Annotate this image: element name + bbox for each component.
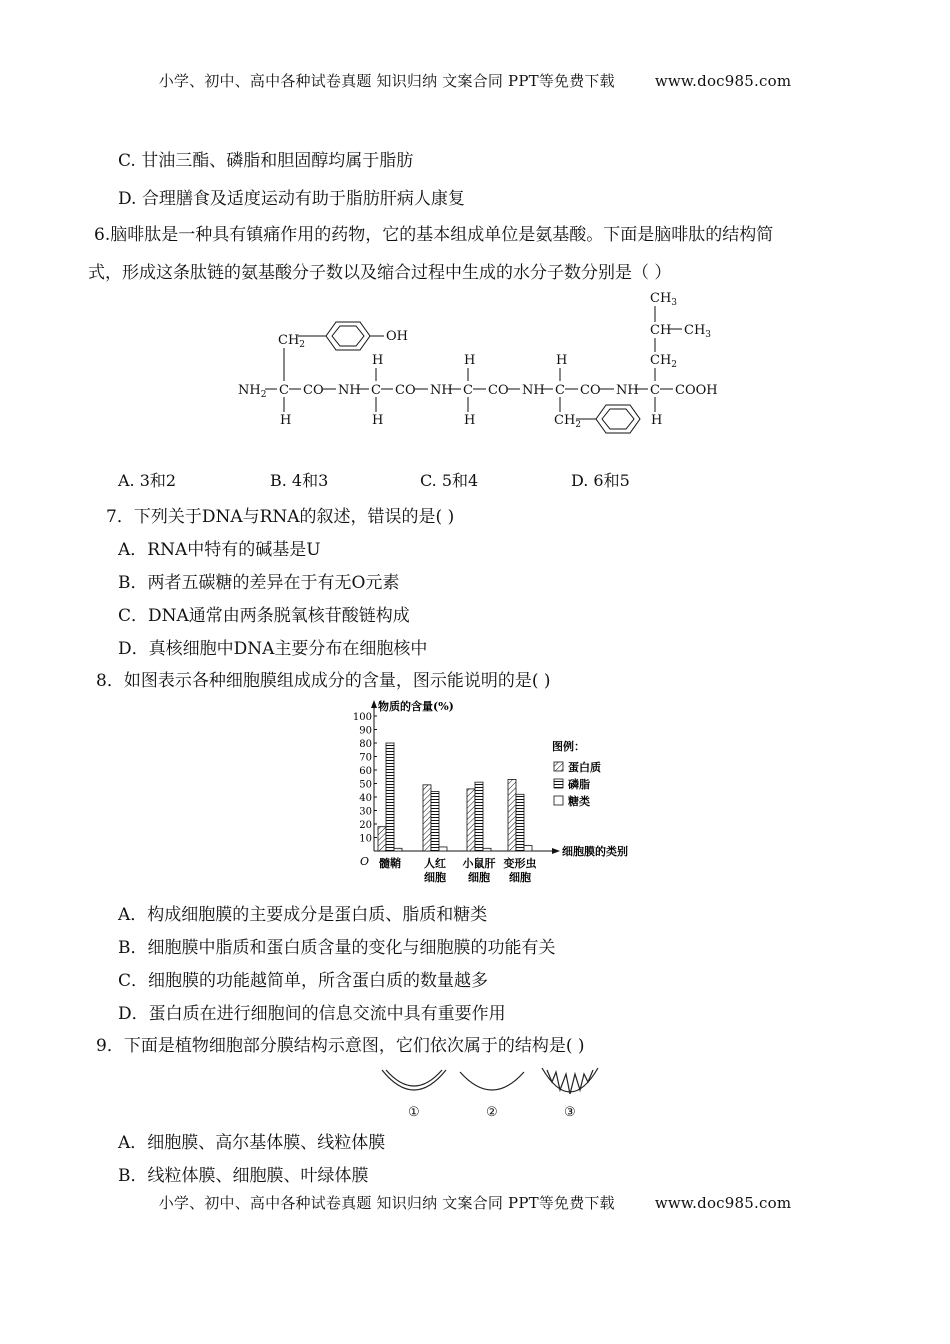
- bar-hatch: [378, 827, 386, 851]
- formula-oh: OH: [386, 329, 408, 344]
- structure-3-outer: [542, 1068, 598, 1092]
- category-label: 细胞: [424, 871, 446, 884]
- bar-hatch: [423, 785, 431, 851]
- q5-option-c: C. 甘油三酯、磷脂和胆固醇均属于脂肪: [118, 151, 414, 171]
- category-label: 髓鞘: [379, 857, 401, 870]
- q9-option-b: B．线粒体膜、细胞膜、叶绿体膜: [118, 1166, 369, 1186]
- structure-1-outer: [382, 1070, 446, 1090]
- formula-ch2-c: $CH_2$: [650, 353, 678, 370]
- legend-label: 蛋白质: [568, 761, 601, 774]
- footer-site: www.doc985.com: [654, 1194, 792, 1212]
- q8-option-a: A．构成细胞膜的主要成分是蛋白质、脂质和糖类: [118, 905, 488, 925]
- formula-ch: CH: [650, 323, 672, 338]
- bar-lines: [475, 782, 483, 851]
- x-axis-label: 细胞膜的类别: [562, 845, 628, 858]
- y-tick-label: 20: [359, 820, 372, 831]
- footer-text: 小学、初中、高中各种试卷真题 知识归纳 文案合同 PPT等免费下载: [158, 1194, 615, 1212]
- structure-label-1: ①: [408, 1105, 420, 1120]
- formula-c3: C: [463, 383, 473, 398]
- formula-cooh: COOH: [675, 383, 718, 398]
- formula-c5: C: [650, 383, 660, 398]
- y-axis-label: 物质的含量(%): [378, 700, 454, 713]
- q6-stem-line2: 式，形成这条肽链的氨基酸分子数以及缩合过程中生成的水分子数分别是（ ）: [88, 263, 672, 283]
- structure-label-3: ③: [564, 1105, 576, 1120]
- category-label: 小鼠肝: [462, 857, 496, 870]
- y-tick-label: 30: [359, 806, 372, 818]
- formula-h5: H: [464, 413, 476, 428]
- header-text: 小学、初中、高中各种试卷真题 知识归纳 文案合同 PPT等免费下载: [158, 72, 615, 90]
- q8-option-d: D．蛋白质在进行细胞间的信息交流中具有重要作用: [118, 1004, 506, 1024]
- structure-2-membrane: [460, 1072, 524, 1090]
- legend-swatch-blank: [554, 796, 563, 805]
- y-tick-label: 50: [359, 779, 372, 791]
- q7-option-a: A．RNA中特有的碱基是U: [118, 540, 321, 560]
- legend-title: 图例：: [552, 740, 585, 753]
- q8-option-b: B．细胞膜中脂质和蛋白质含量的变化与细胞膜的功能有关: [118, 938, 556, 958]
- y-tick-label: 10: [359, 833, 372, 845]
- legend-swatch-hatch: [554, 762, 563, 771]
- y-axis-arrow: [371, 700, 377, 708]
- formula-nh3: NH: [522, 383, 545, 398]
- q6-option-a: A. 3和2: [118, 471, 177, 490]
- q7-stem: 7．下列关于DNA与RNA的叙述，错误的是( ): [106, 507, 455, 527]
- q6-option-c: C. 5和4: [420, 471, 479, 490]
- structure-1-inner: [386, 1070, 442, 1086]
- bar-lines: [516, 794, 524, 851]
- formula-nh2-link: NH: [430, 383, 453, 398]
- page-header: [0, 70, 950, 91]
- q8-stem: 8．如图表示各种细胞膜组成成分的含量，图示能说明的是( ): [96, 671, 551, 691]
- y-tick-label: 100: [352, 712, 372, 723]
- q7-option-d: D．真核细胞中DNA主要分布在细胞核中: [118, 639, 428, 659]
- q9-stem: 9．下面是植物细胞部分膜结构示意图，它们依次属于的结构是( ): [96, 1036, 585, 1056]
- legend-label: 磷脂: [568, 778, 590, 791]
- y-tick-label: 40: [359, 793, 372, 804]
- formula-h7: H: [651, 413, 663, 428]
- legend-swatch-lines: [554, 779, 563, 788]
- formula-nh4: NH: [616, 383, 639, 398]
- formula-co4: CO: [580, 383, 601, 398]
- formula-h6: H: [556, 353, 568, 368]
- bar-blank: [394, 848, 402, 851]
- formula-h4: H: [464, 353, 476, 368]
- page-footer: [0, 1192, 950, 1213]
- formula-co1: CO: [303, 383, 324, 398]
- bar-hatch: [508, 779, 516, 851]
- formula-co2: CO: [395, 383, 416, 398]
- membrane-composition-chart: [330, 696, 670, 892]
- category-label: 人红: [424, 857, 446, 870]
- y-tick-label: 60: [359, 766, 372, 777]
- legend-label: 糖类: [568, 795, 590, 808]
- q5-option-d: D. 合理膳食及适度运动有助于脂肪肝病人康复: [118, 189, 465, 209]
- peptide-formula: [230, 284, 730, 436]
- formula-c4: C: [555, 383, 565, 398]
- y-tick-label: 70: [359, 752, 372, 764]
- formula-co3: CO: [488, 383, 509, 398]
- bar-hatch: [467, 789, 475, 851]
- category-label: 变形虫: [503, 857, 537, 870]
- category-label: 细胞: [468, 871, 490, 884]
- structure-3-cristae: [547, 1070, 593, 1094]
- origin-label: O: [360, 855, 370, 868]
- formula-nh2: $NH_2$: [238, 383, 267, 400]
- formula-c2: C: [371, 383, 381, 398]
- q7-option-b: B．两者五碳糖的差异在于有无O元素: [118, 573, 400, 593]
- bar-blank: [524, 846, 532, 851]
- x-axis-arrow: [552, 848, 560, 854]
- bar-blank: [483, 848, 491, 851]
- formula-h3: H: [372, 413, 384, 428]
- formula-c1: C: [279, 383, 289, 398]
- q9-option-a: A．细胞膜、高尔基体膜、线粒体膜: [118, 1133, 386, 1153]
- y-tick-label: 80: [359, 739, 372, 750]
- header-site: www.doc985.com: [654, 72, 792, 90]
- category-label: 细胞: [509, 871, 531, 884]
- bar-lines: [386, 743, 394, 851]
- q6-option-b: B. 4和3: [270, 471, 329, 490]
- formula-nh1: NH: [338, 383, 361, 398]
- bar-lines: [431, 792, 439, 851]
- structure-label-2: ②: [486, 1105, 498, 1120]
- formula-h1: H: [280, 413, 292, 428]
- q8-option-c: C．细胞膜的功能越简单，所含蛋白质的数量越多: [118, 971, 489, 991]
- q7-option-c: C．DNA通常由两条脱氧核苷酸链构成: [118, 606, 410, 626]
- formula-ch2-b: $CH_2$: [554, 413, 582, 430]
- bar-blank: [439, 847, 447, 851]
- formula-ch2-a: $CH_2$: [278, 333, 306, 350]
- q6-stem-line1: 6.脑啡肽是一种具有镇痛作用的药物，它的基本组成单位是氨基酸。下面是脑啡肽的结构简: [94, 225, 774, 245]
- formula-h2: H: [372, 353, 384, 368]
- membrane-structures-diagram: [370, 1060, 600, 1120]
- q6-option-d: D. 6和5: [571, 471, 630, 490]
- formula-ch3-top: $CH_3$: [650, 291, 678, 308]
- y-tick-label: 90: [359, 725, 372, 737]
- formula-ch3-right: $CH_3$: [684, 323, 712, 340]
